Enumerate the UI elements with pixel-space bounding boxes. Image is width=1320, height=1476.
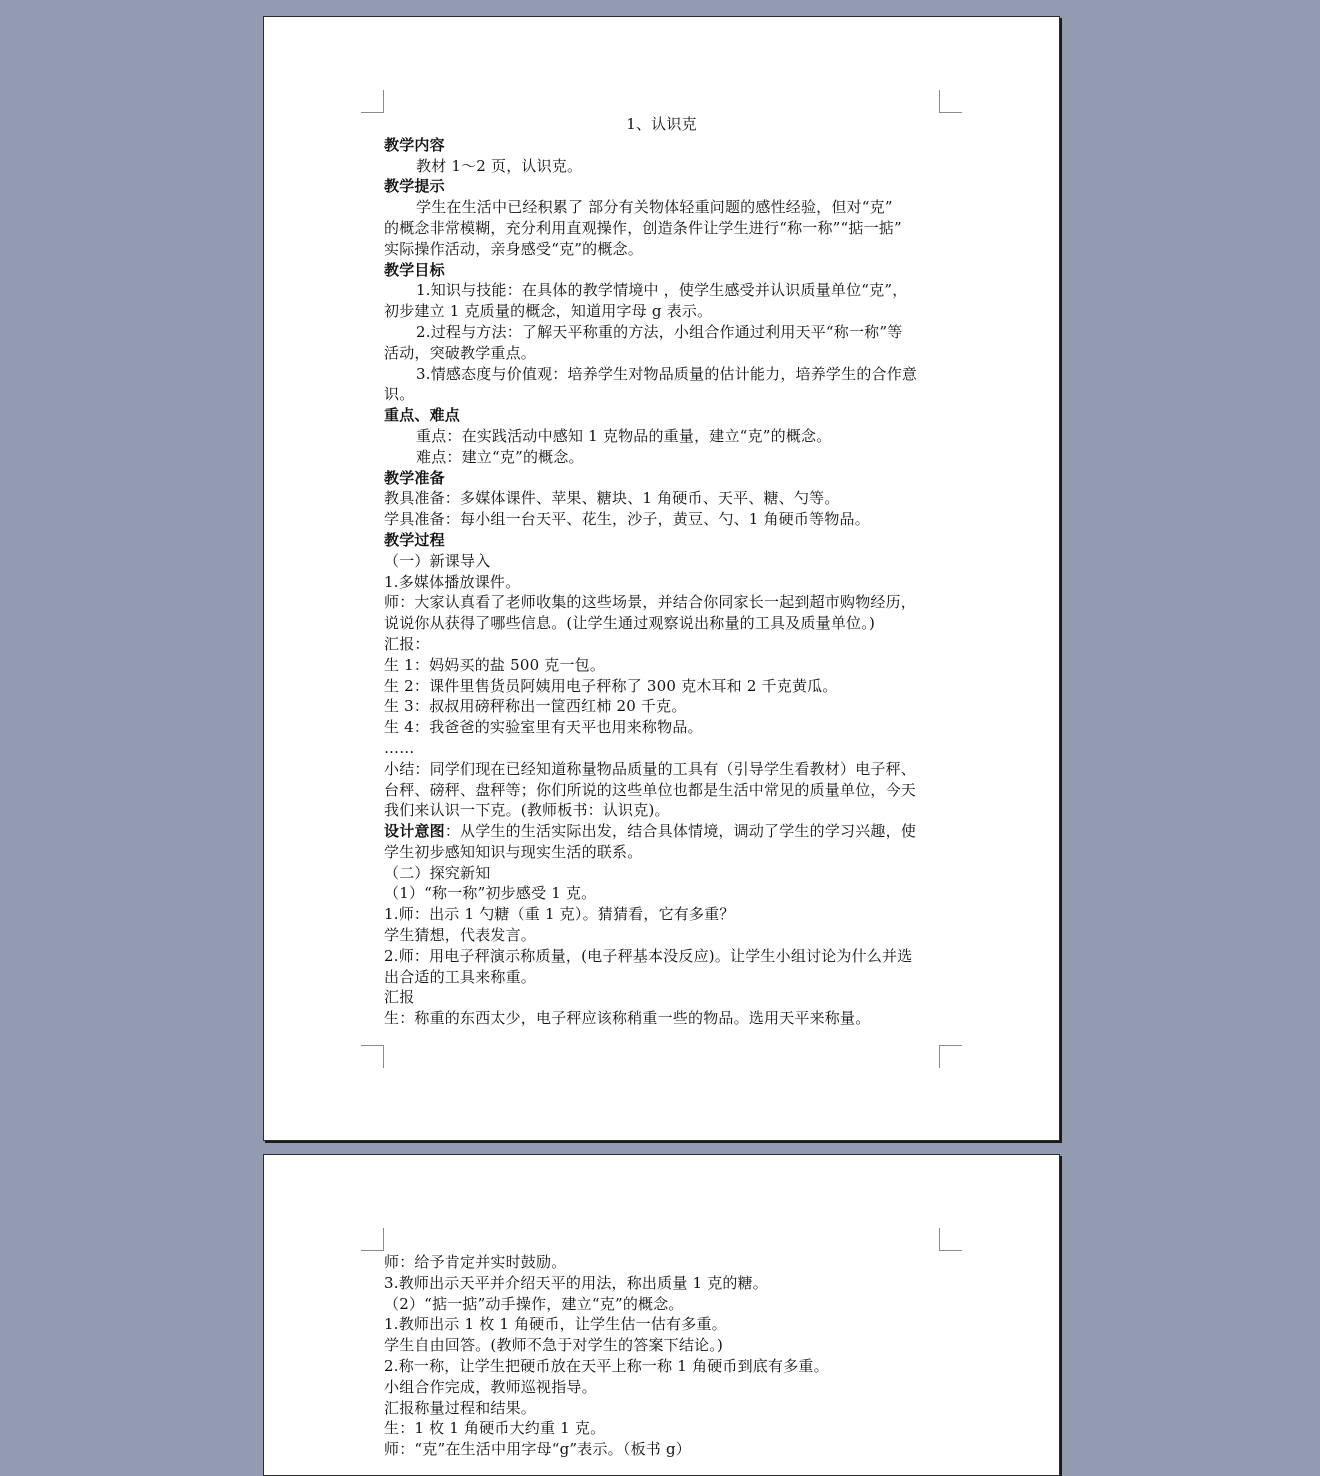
paragraph-line: 学生自由回答。(教师不急于对学生的答案下结论。) bbox=[384, 1336, 724, 1355]
paragraph-line: 生：称重的东西太少，电子秤应该称稍重一些的物品。选用天平来称量。 bbox=[384, 1009, 871, 1028]
paragraph-line: 学生猜想，代表发言。 bbox=[384, 926, 537, 945]
paragraph-line: （2）“掂一掂”动手操作，建立“克”的概念。 bbox=[384, 1294, 684, 1313]
document-page-2 bbox=[263, 1154, 1060, 1476]
paragraph-line: 出合适的工具来称重。 bbox=[384, 967, 537, 986]
document-title: 1、认识克 bbox=[626, 115, 697, 133]
paragraph-line: 3.教师出示天平并介绍天平的用法，称出质量 1 克的糖。 bbox=[384, 1273, 768, 1292]
paragraph-line: 生 1：妈妈买的盐 500 克一包。 bbox=[384, 655, 606, 674]
paragraph-line: 教材 1～2 页，认识克。 bbox=[416, 156, 583, 175]
paragraph-line: 1.知识与技能：在具体的教学情境中 ，使学生感受并认识质量单位“克”， bbox=[416, 281, 908, 300]
paragraph-line: 活动，突破教学重点。 bbox=[384, 343, 537, 362]
margin-mark-bottom-left bbox=[361, 1045, 384, 1068]
paragraph-line: 难点：建立“克”的概念。 bbox=[416, 447, 584, 466]
margin-mark-top-left bbox=[361, 90, 384, 113]
paragraph-line: 生 3：叔叔用磅秤称出一筐西红柿 20 千克。 bbox=[384, 697, 687, 716]
section-heading: 重点、难点 bbox=[384, 406, 461, 425]
paragraph-line: 重点：在实践活动中感知 1 克物品的重量，建立“克”的概念。 bbox=[416, 426, 832, 445]
margin-mark-bottom-right bbox=[939, 1045, 962, 1068]
bold-label: 设计意图 bbox=[384, 822, 445, 841]
paragraph-line: 1.多媒体播放课件。 bbox=[384, 572, 521, 591]
paragraph-line: 我们来认识一下克。(教师板书：认识克)。 bbox=[384, 801, 670, 820]
document-page-1 bbox=[263, 16, 1060, 1141]
paragraph-line: 识。 bbox=[384, 385, 415, 404]
paragraph-line: 2.师：用电子秤演示称质量，(电子秤基本没反应)。让学生小组讨论为什么并选 bbox=[384, 946, 913, 965]
paragraph-line: 学具准备：每小组一台天平、花生，沙子，黄豆、勺、1 角硬币等物品。 bbox=[384, 510, 870, 529]
paragraph-line: 汇报称量过程和结果。 bbox=[384, 1398, 537, 1417]
paragraph-line: 师：“克”在生活中用字母“g”表示。（板书 g） bbox=[384, 1440, 691, 1459]
paragraph-line: 说说你从获得了哪些信息。(让学生通过观察说出称量的工具及质量单位。) bbox=[384, 614, 876, 633]
paragraph-line: 3.情感态度与价值观：培养学生对物品质量的估计能力，培养学生的合作意 bbox=[416, 364, 918, 383]
section-heading: 教学提示 bbox=[384, 177, 445, 196]
paragraph-line: 生 4：我爸爸的实验室里有天平也用来称物品。 bbox=[384, 718, 703, 737]
paragraph-line: 师：给予肯定并实时鼓励。 bbox=[384, 1253, 567, 1271]
paragraph-line: 实际操作活动，亲身感受“克”的概念。 bbox=[384, 239, 643, 258]
paragraph-line: 2.过程与方法：了解天平称重的方法，小组合作通过利用天平“称一称”等 bbox=[416, 322, 903, 341]
paragraph-line: 师：大家认真看了老师收集的这些场景，并结合你同家长一起到超市购物经历， bbox=[384, 593, 917, 612]
paragraph-line: 2.称一称，让学生把硬币放在天平上称一称 1 角硬币到底有多重。 bbox=[384, 1356, 829, 1375]
paragraph-line: 学生在生活中已经积累了 部分有关物体轻重问题的感性经验，但对“克” bbox=[416, 198, 893, 217]
paragraph-line: 汇报： bbox=[384, 634, 430, 653]
page-1-body bbox=[384, 114, 939, 1029]
section-heading: 教学目标 bbox=[384, 260, 445, 279]
margin-mark-top-left bbox=[361, 1228, 384, 1251]
section-heading: 教学过程 bbox=[384, 530, 445, 549]
paragraph-line: 的概念非常模糊，充分利用直观操作，创造条件让学生进行“称一称”“掂一掂” bbox=[384, 218, 902, 237]
section-heading: 教学准备 bbox=[384, 468, 445, 487]
paragraph-line: …… bbox=[384, 738, 415, 757]
paragraph-line: （二）探究新知 bbox=[384, 863, 491, 882]
paragraph-line: 1.教师出示 1 枚 1 角硬币，让学生估一估有多重。 bbox=[384, 1315, 727, 1334]
paragraph-line: 小结：同学们现在已经知道称量物品质量的工具有（引导学生看教材）电子秤、 bbox=[384, 759, 917, 778]
paragraph-line: 生：1 枚 1 角硬币大约重 1 克。 bbox=[384, 1419, 606, 1438]
margin-mark-top-right bbox=[939, 90, 962, 113]
paragraph-line: 台秤、磅秤、盘秤等；你们所说的这些单位也都是生活中常见的质量单位，今天 bbox=[384, 780, 917, 799]
paragraph-line: （一）新课导入 bbox=[384, 551, 491, 570]
margin-mark-top-right bbox=[939, 1228, 962, 1251]
section-heading: 教学内容 bbox=[384, 135, 445, 154]
paragraph-line: 生 2：课件里售货员阿姨用电子秤称了 300 克木耳和 2 千克黄瓜。 bbox=[384, 676, 838, 695]
line-text: ：从学生的生活实际出发，结合具体情境，调动了学生的学习兴趣，使 bbox=[444, 822, 917, 841]
paragraph-line: 小组合作完成，教师巡视指导。 bbox=[384, 1377, 597, 1396]
paragraph-line: 1.师：出示 1 勺糖（重 1 克）。猜猜看，它有多重？ bbox=[384, 905, 735, 924]
page-2-body bbox=[384, 1252, 939, 1460]
paragraph-line bbox=[384, 821, 939, 842]
paragraph-line: （1）“称一称”初步感受 1 克。 bbox=[384, 884, 597, 903]
paragraph-line: 教具准备：多媒体课件、苹果、糖块、1 角硬币、天平、糖、勺等。 bbox=[384, 489, 840, 508]
paragraph-line: 初步建立 1 克质量的概念，知道用字母 g 表示。 bbox=[384, 302, 713, 321]
paragraph-line: 汇报 bbox=[384, 988, 415, 1007]
paragraph-line: 学生初步感知知识与现实生活的联系。 bbox=[384, 842, 643, 861]
